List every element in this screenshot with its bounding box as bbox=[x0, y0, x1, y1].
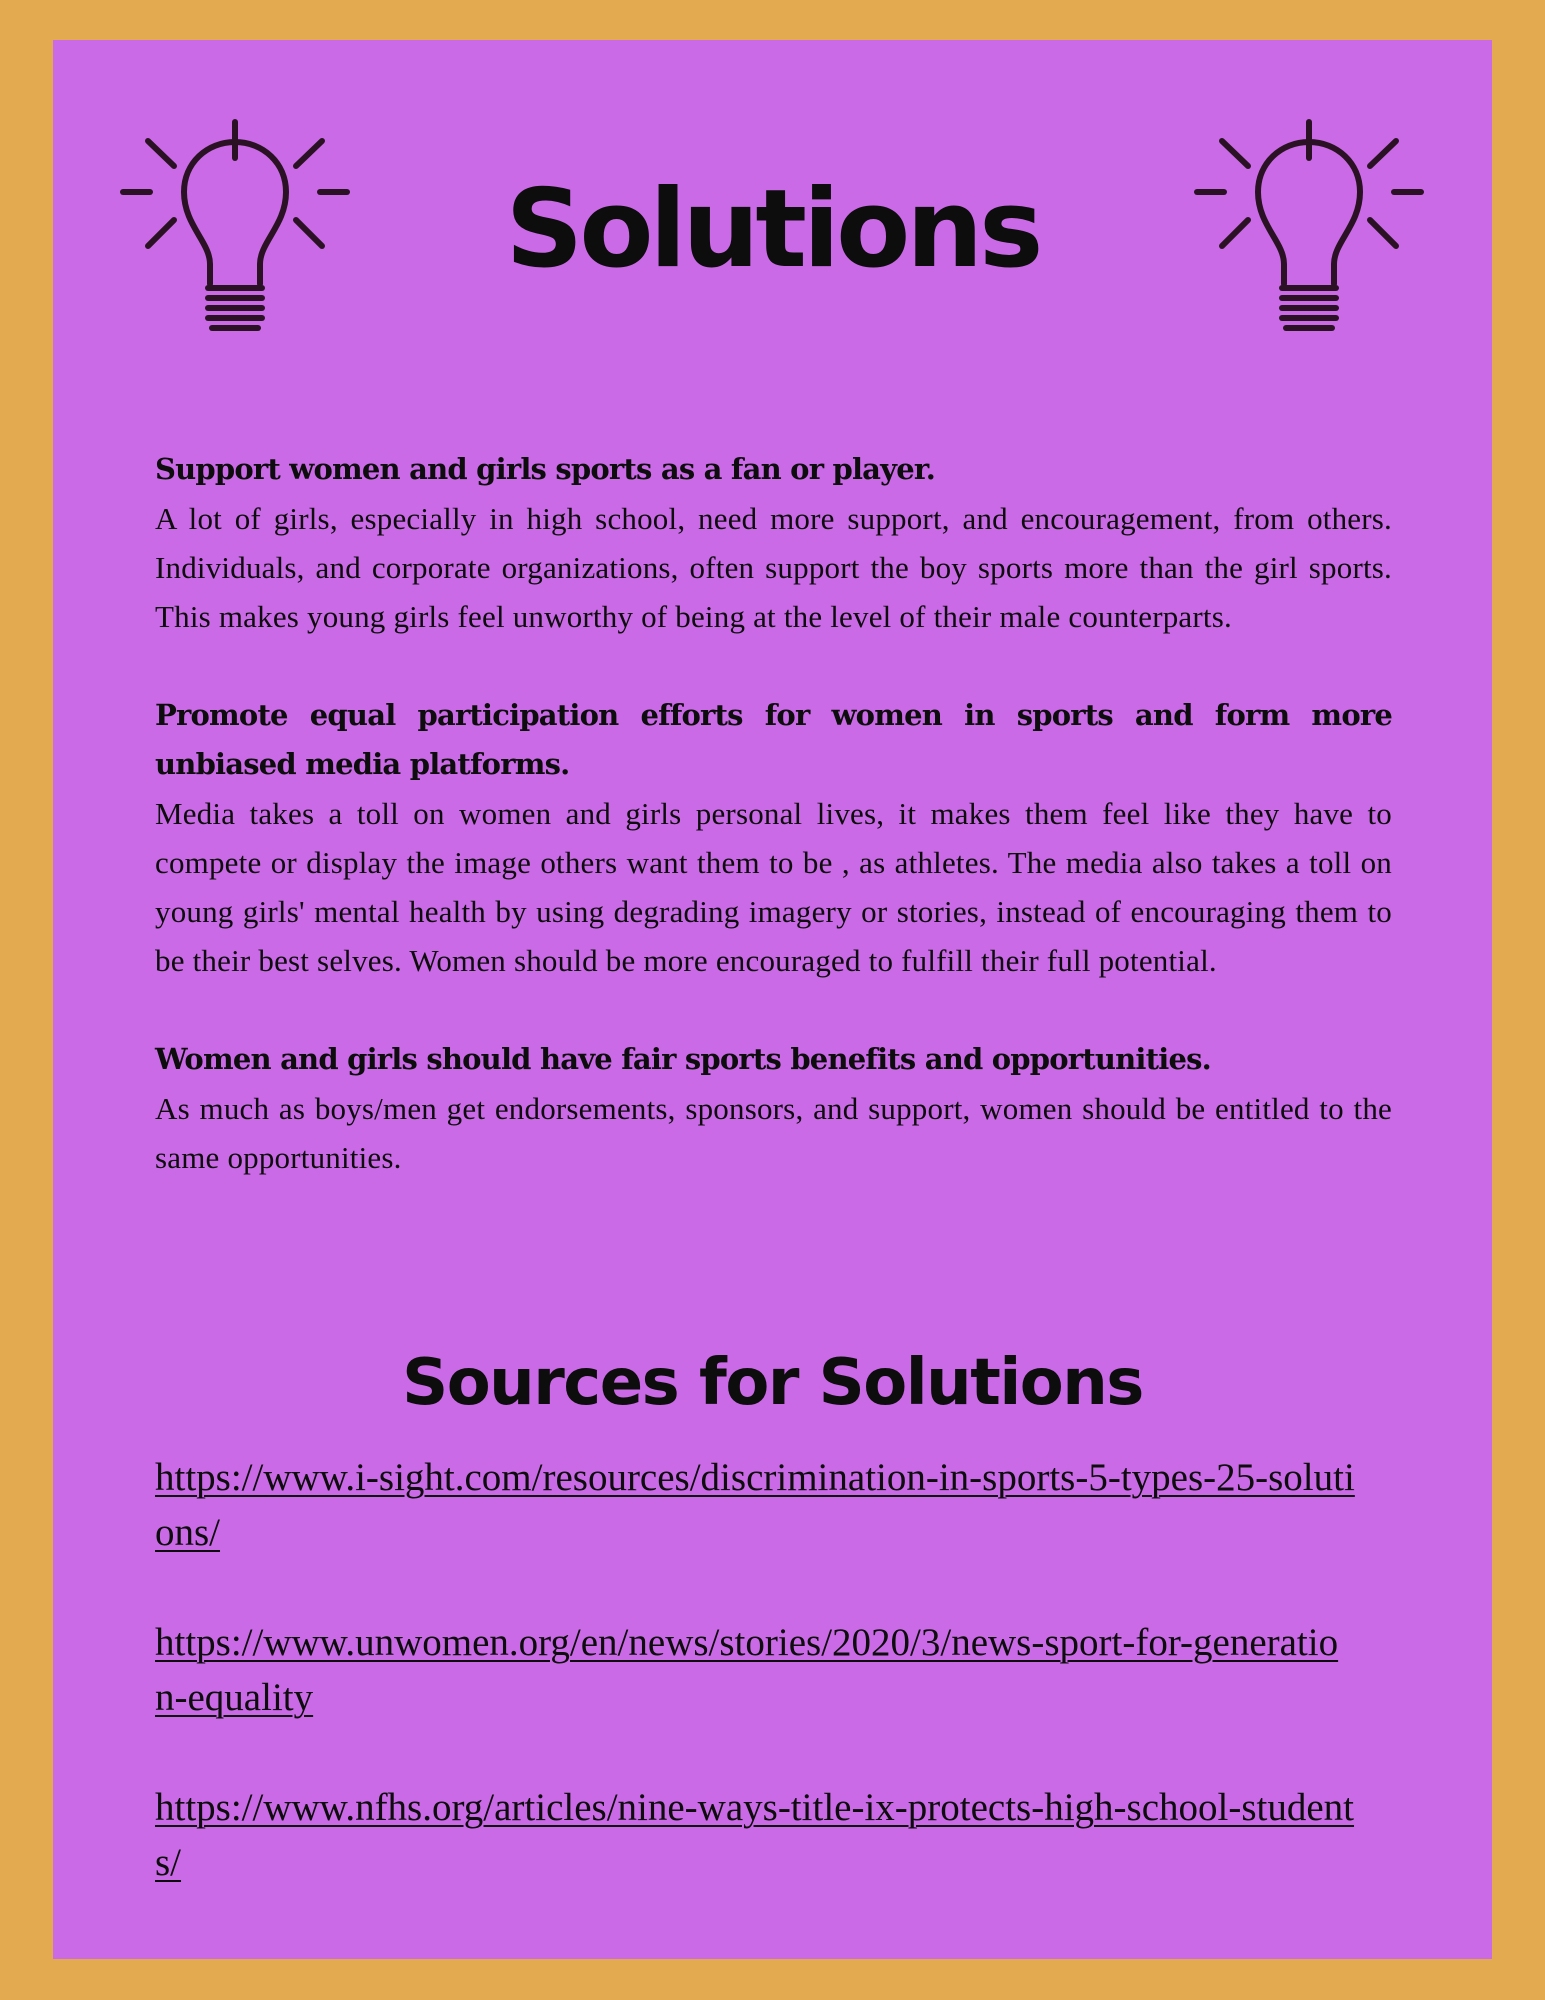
solutions-list bbox=[155, 445, 1392, 1232]
lightbulb-icon bbox=[1194, 112, 1424, 352]
solution-heading: Support women and girls sports as a fan or player. bbox=[155, 452, 935, 486]
solution-body: A lot of girls, especially in high school, need more support, and encouragement, from others. Individuals, and corporate organizations, often support the boy sports more than the girl sports. This makes young girls feel unworthy of being at the level of their male counterparts. bbox=[155, 501, 1392, 634]
sources-list bbox=[155, 1450, 1355, 1945]
page-title: Solutions bbox=[505, 167, 1040, 292]
solution-item bbox=[155, 445, 1392, 641]
solution-body: Media takes a toll on women and girls personal lives, it makes them feel like they have to compete or display the image others want them to be , as athletes. The media also takes a toll on young girls' mental health by using degrading imagery or stories, instead of encouraging them to be their best selves. Women should be more encouraged to fulfill their full potential. bbox=[155, 796, 1392, 978]
sources-title: Sources for Solutions bbox=[402, 1346, 1143, 1420]
solution-heading: Promote equal participation efforts for women in sports and form more unbiased media platforms. bbox=[155, 698, 1392, 781]
solutions-panel bbox=[53, 40, 1492, 1959]
source-link[interactable]: https://www.nfhs.org/articles/nine-ways-title-ix-protects-high-school-students/ bbox=[155, 1786, 1355, 1884]
solution-heading: Women and girls should have fair sports benefits and opportunities. bbox=[155, 1042, 1211, 1076]
solution-item bbox=[155, 691, 1392, 985]
solution-item bbox=[155, 1035, 1392, 1182]
source-link[interactable]: https://www.unwomen.org/en/news/stories/2020/3/news-sport-for-generation-equality bbox=[155, 1621, 1339, 1719]
solution-body: As much as boys/men get endorsements, sponsors, and support, women should be entitled to the same opportunities. bbox=[155, 1091, 1392, 1175]
source-link[interactable]: https://www.i-sight.com/resources/discrimination-in-sports-5-types-25-solutions/ bbox=[155, 1456, 1355, 1554]
